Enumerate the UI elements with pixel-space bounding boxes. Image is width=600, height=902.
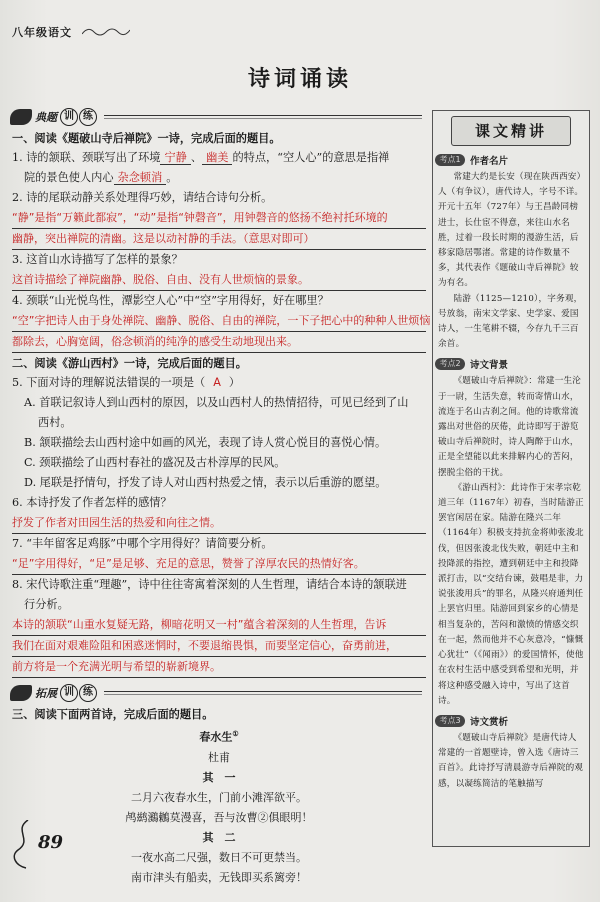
question-3: 3. 这首山水诗描写了怎样的景象？ (12, 253, 183, 266)
exercise-column (12, 106, 431, 888)
option-a-cont: 西村。 (38, 416, 72, 429)
lesson-sidebar (432, 110, 590, 847)
part3-intro: 三、阅读下面两首诗，完成后面的题目。 (12, 707, 214, 721)
answer-choice: A (213, 376, 221, 389)
wave-decoration-icon (82, 26, 130, 38)
poem-part1-heading: 其 一 (202, 770, 236, 784)
sidebar-paragraph: 《题破山寺后禅院》是唐代诗人常建的一首题壁诗，曾入选《唐诗三百首》。此诗抒写清晨游寺后禅院的观感，以凝练简洁的笔触描写 (438, 732, 584, 789)
answer-line: 前方将是一个充满光明与希望的崭新境界。 (12, 657, 426, 678)
poem-author: 杜甫 (208, 750, 230, 764)
sidebar-paragraph: 《题破山寺后禅院》：常建一生沦于一尉，生活失意，转而寄情山水，流连于名山古刹之间。他的诗歌常流露出对世俗的厌倦，此诗即写于游览破山寺后禅院时，诗人陶醉于山水，正是全望能以此来排解内心的苦闷，摆脱尘俗的干扰。 (438, 376, 582, 478)
poem-line: 一夜水高二尺强，数日不可更禁当。 (131, 850, 307, 864)
sidebar-section-appreciation: 考点3 诗文赏析 (435, 713, 589, 729)
answer-line: 都除去，心胸宽阔，俗念顿消的纯净的感受生动地现出来。 (12, 332, 426, 353)
poem-line: 二月六夜春水生，门前小滩浑欲平。 (131, 790, 307, 804)
poem-line: 南市津头有船卖，无钱即买系篱旁！ (131, 870, 307, 884)
question-8: 8. 宋代诗歌注重“理趣”，诗中往往寄寓着深刻的人生哲理，请结合本诗的颔联进 (12, 578, 407, 591)
answer-line: 我们在面对艰难险阻和困惑迷惘时，不要退缩畏惧，而要坚定信心，奋勇前进， (12, 636, 426, 657)
question-4: 4. 颈联“山光悦鸟性，潭影空人心”中“空”字用得好，好在哪里？ (12, 294, 329, 307)
sidebar-section-background: 考点2 诗文背景 (435, 356, 589, 372)
page-title: 诗词诵读 (247, 67, 352, 92)
question-1-line2: 院的景色使人内心 杂念顿消 。 (24, 171, 178, 184)
part2-intro: 二、阅读《游山西村》一诗，完成后面的题目。 (12, 356, 247, 370)
sidebar-section-author: 考点1 作者名片 (435, 152, 589, 168)
answer-line: 本诗的颔联“山重水复疑无路，柳暗花明又一村”蕴含着深刻的人生哲理，告诉 (12, 615, 426, 636)
sidebar-paragraph: 《游山西村》：此诗作于宋孝宗乾道三年（1167年）初春，当时陆游正罢官闲居在家。陆游在隆兴二年（1164年）积极支持抗金将帅张浚北伐，但因张浚北伐失败，朝廷中主和投降派的指控，遭到朝廷中主和投降派打击，以“交结台谏，鼓唱是非，力说张浚用兵”的罪名，从隆兴府通判任上罢官归里。陆游回到家乡的心情是相当复杂的，苦闷和激愤的情感交织在一起，然而他并不心灰意冷，“慷慨心犹壮”（《闻雨》）的爱国情怀，使他在农村生活中感受到希望和光明，并将这种感受融入诗中，写出了这首诗。 (438, 482, 584, 706)
question-2: 2. 诗的尾联动静关系处理得巧妙，请结合诗句分析。 (12, 191, 273, 204)
leaf-icon (10, 109, 32, 125)
poem-line: 鸬鹚鸂鶒莫漫喜，吾与汝曹②俱眼明！ (125, 810, 313, 824)
answer-blank[interactable]: 杂念顿消 (114, 171, 167, 185)
answer-line: “静”是指“万籁此都寂”，“动”是指“钟磬音”，用钟磬音的悠扬不绝衬托环境的 (12, 208, 426, 229)
poem-title: 春水生 (199, 730, 233, 744)
section-banner-extension: 拓展 训 练 (10, 684, 426, 702)
option-d: D. 尾联是抒情句，抒发了诗人对山西村热爱之情，表示以后重游的愿望。 (24, 476, 387, 489)
question-1: 1. 诗的颔联、颈联写出了环境 宁静 、 幽美 的特点，“空人心”的意思是指禅 (12, 151, 390, 164)
option-a: A. 首联记叙诗人到山西村的原因，以及山西村人的热情招待，可见已经到了山 (24, 396, 409, 409)
grade-header: 八年级语文 (12, 26, 72, 39)
question-5: 5. 下面对诗的理解说法错误的一项是（ A ） (12, 376, 241, 389)
sidebar-paragraph: 常建大约是长安（现在陕西西安）人（有争议），唐代诗人，字号不详。开元十五年（727年）与王昌龄同榜进士，长仕宦不得意，来往山水名胜，过着一段长时期的漫游生活，后移家隐居鄂渚。常建的诗作数量不多，其代表作《题破山寺后禅院》较为有名。 (438, 172, 584, 289)
leaf-icon (10, 685, 32, 701)
poem-part2-heading: 其 二 (202, 830, 236, 844)
answer-line: “足”字用得好，“足”是足够、充足的意思，赞誉了淳厚农民的热情好客。 (12, 554, 426, 575)
part1-intro: 一、阅读《题破山寺后禅院》一诗，完成后面的题目。 (12, 131, 281, 145)
vine-decoration-icon (8, 820, 38, 870)
question-8-cont: 行分析。 (24, 598, 69, 611)
answer-line: 抒发了作者对田园生活的热爱和向往之情。 (12, 513, 426, 534)
page-number: 89 (38, 832, 64, 853)
option-c: C. 颈联描绘了山西村春社的盛况及古朴淳厚的民风。 (24, 456, 286, 469)
option-b: B. 颔联描绘去山西村途中如画的风光，表现了诗人赏心悦目的喜悦心情。 (24, 436, 387, 449)
answer-line: 这首诗描绘了禅院幽静、脱俗、自由、没有人世烦恼的景象。 (12, 270, 426, 291)
poem: 春水生① 杜甫 其 一 二月六夜春水生，门前小滩浑欲平。 鸬鹚鸂鶒莫漫喜，吾与汝曹②俱眼明！ 其 二 一夜水高二尺强，数日不可更禁当。 南市津头有船卖，无钱即买系篱旁！ (12, 724, 426, 888)
answer-line: “空”字把诗人由于身处禅院、幽静、脱俗、自由的禅院，一下子把心中的种种人世烦恼 (12, 311, 426, 332)
question-7: 7. “丰年留客足鸡豚”中哪个字用得好？请简要分析。 (12, 537, 273, 550)
answer-blank[interactable]: 幽美 (202, 151, 232, 165)
sidebar-paragraph: 陆游（1125—1210），字务观，号放翁，南宋文学家、史学家、爱国诗人，一生笔耕不辍，今存九千三百余首。 (438, 293, 583, 350)
section-banner-practice: 典题 训 练 (10, 108, 426, 126)
answer-line: 幽静，突出禅院的清幽。这是以动衬静的手法。（意思对即可） (12, 229, 426, 250)
question-6: 6. 本诗抒发了作者怎样的感情？ (12, 496, 172, 509)
answer-blank[interactable]: 宁静 (160, 151, 190, 165)
sidebar-title: 课文精讲 (451, 116, 571, 146)
